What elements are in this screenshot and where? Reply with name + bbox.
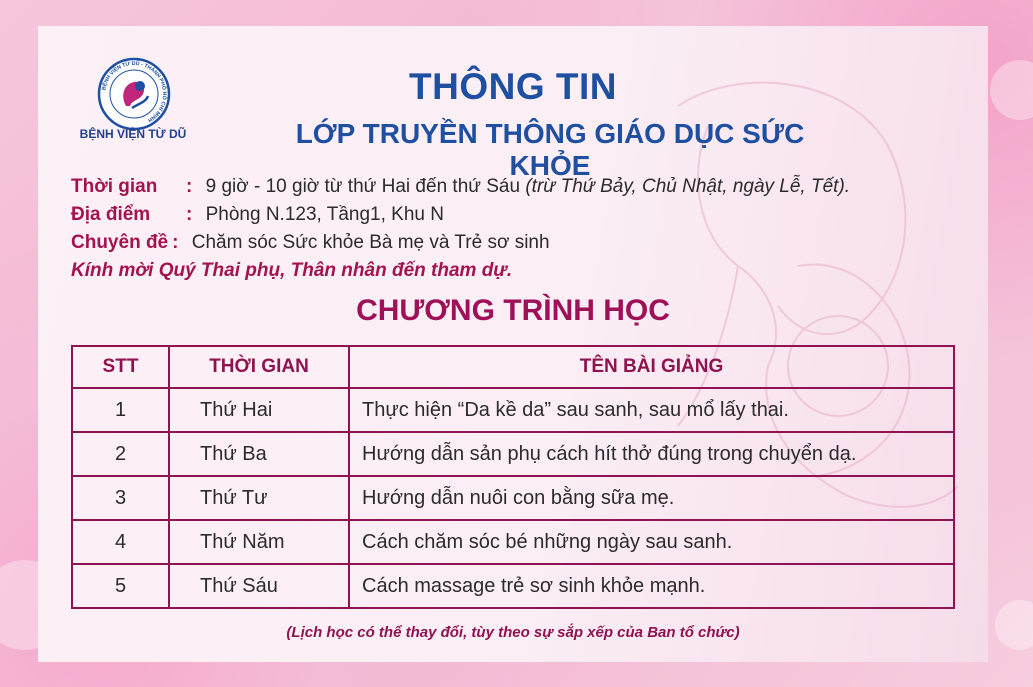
row-number: 2	[72, 432, 169, 476]
colon: :	[186, 176, 193, 197]
row-number: 1	[72, 388, 169, 432]
topic-label: Chuyên đề	[71, 232, 169, 253]
row-day: Thứ Sáu	[169, 564, 349, 608]
header-stt: STT	[72, 346, 169, 388]
page-subtitle: LỚP TRUYỀN THÔNG GIÁO DỤC SỨC KHỎE	[295, 118, 805, 181]
schedule-table	[71, 345, 955, 609]
hospital-name: BỆNH VIỆN TỪ DŨ	[79, 127, 187, 141]
header-time: THỜI GIAN	[169, 346, 349, 388]
row-lecture: Hướng dẫn nuôi con bằng sữa mẹ.	[349, 476, 954, 520]
table-header-row	[72, 346, 954, 388]
topic-value: Chăm sóc Sức khỏe Bà mẹ và Trẻ sơ sinh	[191, 232, 550, 253]
info-time-row	[71, 176, 850, 198]
place-value: Phòng N.123, Tầng1, Khu N	[205, 204, 444, 225]
row-lecture: Cách massage trẻ sơ sinh khỏe mạnh.	[349, 564, 954, 608]
page-title: THÔNG TIN	[409, 66, 617, 107]
invitation-text: Kính mời Quý Thai phụ, Thân nhân đến tham dự.	[71, 260, 513, 281]
time-value: 9 giờ - 10 giờ từ thứ Hai đến thứ Sáu	[205, 176, 521, 197]
header-lecture: TÊN BÀI GIẢNG	[349, 346, 954, 388]
info-card	[38, 26, 988, 662]
time-label: Thời gian	[71, 176, 158, 197]
table-row	[72, 564, 954, 608]
info-place-row	[71, 204, 444, 226]
bokeh-decoration	[990, 60, 1033, 120]
row-day: Thứ Tư	[169, 476, 349, 520]
svg-text:BỆNH VIỆN TỪ DŨ - THÀNH PHỐ HỒ: BỆNH VIỆN TỪ DŨ - THÀNH PHỐ HỒ CHÍ MINH	[101, 60, 168, 124]
row-day: Thứ Ba	[169, 432, 349, 476]
row-lecture: Hướng dẫn sản phụ cách hít thở đúng trong chuyển dạ.	[349, 432, 954, 476]
table-row	[72, 520, 954, 564]
row-lecture: Cách chăm sóc bé những ngày sau sanh.	[349, 520, 954, 564]
colon: :	[172, 232, 179, 253]
table-row	[72, 432, 954, 476]
time-note: (trừ Thứ Bảy, Chủ Nhật, ngày Lễ, Tết).	[525, 176, 851, 197]
bokeh-decoration	[995, 600, 1033, 650]
program-title: CHƯƠNG TRÌNH HỌC	[356, 294, 670, 327]
row-day: Thứ Hai	[169, 388, 349, 432]
footnote: (Lịch học có thể thay đổi, tùy theo sự sắp xếp của Ban tổ chức)	[286, 624, 740, 641]
row-number: 5	[72, 564, 169, 608]
row-number: 3	[72, 476, 169, 520]
place-label: Địa điểm	[71, 204, 151, 225]
table-row	[72, 388, 954, 432]
row-day: Thứ Năm	[169, 520, 349, 564]
colon: :	[186, 204, 193, 225]
table-row	[72, 476, 954, 520]
row-number: 4	[72, 520, 169, 564]
info-topic-row	[71, 232, 550, 254]
row-lecture: Thực hiện “Da kề da” sau sanh, sau mổ lấy thai.	[349, 388, 954, 432]
